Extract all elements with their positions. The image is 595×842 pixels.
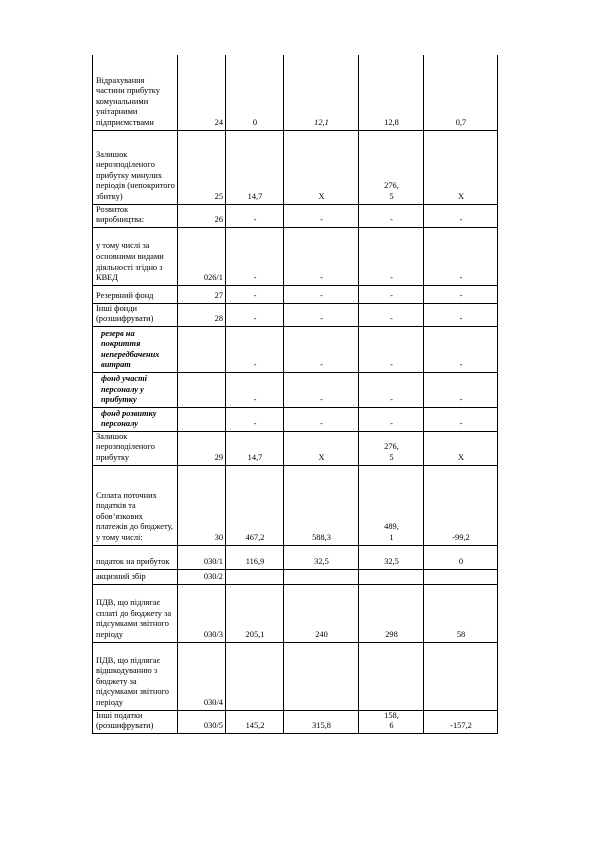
cell-value: - bbox=[359, 285, 424, 303]
row-code: 24 bbox=[178, 55, 226, 130]
row-code: 030/1 bbox=[178, 545, 226, 569]
cell-value: 205,1 bbox=[226, 584, 284, 642]
cell-value bbox=[284, 642, 359, 710]
cell-value bbox=[359, 710, 424, 733]
cell-value bbox=[284, 569, 359, 584]
cell-value bbox=[359, 569, 424, 584]
row-label: Залишок нерозподіленого прибутку минулих періодів (непокритого збитку) bbox=[93, 130, 178, 204]
cell-value: - bbox=[226, 303, 284, 326]
table-row bbox=[93, 204, 498, 227]
row-code: 030/4 bbox=[178, 642, 226, 710]
row-label: Сплата поточних податків та обов’язкових платежів до бюджету, у тому числі: bbox=[93, 465, 178, 545]
cell-value: - bbox=[424, 326, 498, 372]
cell-value-part: 5 bbox=[389, 453, 394, 463]
row-label: Інші фонди (розшифрувати) bbox=[93, 303, 178, 326]
row-code: 030/2 bbox=[178, 569, 226, 584]
cell-value: 116,9 bbox=[226, 545, 284, 569]
cell-value bbox=[359, 642, 424, 710]
cell-value: - bbox=[424, 407, 498, 431]
cell-value: - bbox=[424, 372, 498, 407]
row-label: фонд розвитку персоналу bbox=[93, 407, 178, 431]
cell-value: 14,7 bbox=[226, 130, 284, 204]
cell-value: 0,7 bbox=[424, 55, 498, 130]
cell-value: 467,2 bbox=[226, 465, 284, 545]
cell-value: 315,8 bbox=[284, 710, 359, 733]
table-row bbox=[93, 642, 498, 710]
row-code: 28 bbox=[178, 303, 226, 326]
cell-value: - bbox=[424, 303, 498, 326]
table-row bbox=[93, 227, 498, 285]
row-label: акцизний збір bbox=[93, 569, 178, 584]
cell-value: -99,2 bbox=[424, 465, 498, 545]
cell-value: - bbox=[226, 227, 284, 285]
cell-value: Х bbox=[284, 431, 359, 465]
table-row bbox=[93, 285, 498, 303]
table-row bbox=[93, 569, 498, 584]
row-label: податок на прибуток bbox=[93, 545, 178, 569]
row-label: Відрахування частини прибутку комунальними унітарними підприємствами bbox=[93, 55, 178, 130]
row-code: 27 bbox=[178, 285, 226, 303]
cell-value: - bbox=[359, 407, 424, 431]
cell-value: - bbox=[284, 204, 359, 227]
cell-value: - bbox=[226, 285, 284, 303]
cell-value bbox=[359, 465, 424, 545]
cell-value-part: 5 bbox=[389, 191, 394, 201]
cell-value: 32,5 bbox=[359, 545, 424, 569]
cell-value bbox=[226, 642, 284, 710]
table-row bbox=[93, 465, 498, 545]
cell-value: - bbox=[226, 204, 284, 227]
cell-value: 12,1 bbox=[284, 55, 359, 130]
cell-value bbox=[226, 569, 284, 584]
row-label: фонд участі персоналу у прибутку bbox=[93, 372, 178, 407]
cell-value bbox=[359, 431, 424, 465]
row-code: 026/1 bbox=[178, 227, 226, 285]
cell-value: 58 bbox=[424, 584, 498, 642]
row-label: ПДВ, що підлягає відшкодуванню з бюджету за підсумками звітного періоду bbox=[93, 642, 178, 710]
table-row bbox=[93, 55, 498, 130]
cell-value: - bbox=[359, 372, 424, 407]
row-code bbox=[178, 372, 226, 407]
cell-value-part: 6 bbox=[389, 721, 394, 731]
cell-value: - bbox=[359, 204, 424, 227]
row-label: Розвиток виробництва: bbox=[93, 204, 178, 227]
row-code bbox=[178, 407, 226, 431]
row-code: 29 bbox=[178, 431, 226, 465]
cell-value: 240 bbox=[284, 584, 359, 642]
table-row bbox=[93, 407, 498, 431]
row-code: 030/3 bbox=[178, 584, 226, 642]
table-row bbox=[93, 584, 498, 642]
row-code bbox=[178, 326, 226, 372]
cell-value: - bbox=[359, 326, 424, 372]
cell-value: 588,3 bbox=[284, 465, 359, 545]
row-label: Інші податки (розшифрувати) bbox=[93, 710, 178, 733]
cell-value: - bbox=[424, 204, 498, 227]
table-row bbox=[93, 372, 498, 407]
cell-value: Х bbox=[284, 130, 359, 204]
table-row bbox=[93, 130, 498, 204]
row-label: у тому числі за основними видами діяльності згідно з КВЕД bbox=[93, 227, 178, 285]
table-row bbox=[93, 303, 498, 326]
cell-value-part: 276, bbox=[384, 181, 399, 191]
cell-value: - bbox=[226, 372, 284, 407]
cell-value: - bbox=[284, 372, 359, 407]
cell-value: 0 bbox=[424, 545, 498, 569]
cell-value-part: 489, bbox=[384, 522, 399, 532]
cell-value: - bbox=[284, 303, 359, 326]
table-row bbox=[93, 545, 498, 569]
table-row bbox=[93, 710, 498, 733]
cell-value-part: 1 bbox=[389, 533, 394, 543]
cell-value: - bbox=[359, 227, 424, 285]
cell-value: 145,2 bbox=[226, 710, 284, 733]
cell-value: Х bbox=[424, 431, 498, 465]
cell-value bbox=[424, 642, 498, 710]
row-code: 26 bbox=[178, 204, 226, 227]
cell-value: - bbox=[424, 227, 498, 285]
cell-value: 12,8 bbox=[359, 55, 424, 130]
cell-value: - bbox=[284, 285, 359, 303]
row-label: Резервний фонд bbox=[93, 285, 178, 303]
table-row bbox=[93, 326, 498, 372]
cell-value: 32,5 bbox=[284, 545, 359, 569]
cell-value: - bbox=[424, 285, 498, 303]
cell-value: 298 bbox=[359, 584, 424, 642]
cell-value bbox=[359, 130, 424, 204]
cell-value: - bbox=[284, 407, 359, 431]
row-label: Залишок нерозподіленого прибутку bbox=[93, 431, 178, 465]
row-label: резерв на покриття непередбачених витрат bbox=[93, 326, 178, 372]
row-code: 30 bbox=[178, 465, 226, 545]
row-code: 030/5 bbox=[178, 710, 226, 733]
cell-value: 14,7 bbox=[226, 431, 284, 465]
row-code: 25 bbox=[178, 130, 226, 204]
cell-value: - bbox=[359, 303, 424, 326]
cell-value: - bbox=[284, 227, 359, 285]
table-row bbox=[93, 431, 498, 465]
row-label: ПДВ, що підлягає сплаті до бюджету за підсумками звітного періоду bbox=[93, 584, 178, 642]
cell-value-part: 276, bbox=[384, 442, 399, 452]
cell-value: -157,2 bbox=[424, 710, 498, 733]
cell-value: - bbox=[226, 407, 284, 431]
cell-value: - bbox=[284, 326, 359, 372]
cell-value: Х bbox=[424, 130, 498, 204]
cell-value: - bbox=[226, 326, 284, 372]
cell-value: 0 bbox=[226, 55, 284, 130]
cell-value bbox=[424, 569, 498, 584]
financial-plan-table bbox=[92, 55, 498, 734]
cell-value-part: 158, bbox=[384, 710, 399, 720]
